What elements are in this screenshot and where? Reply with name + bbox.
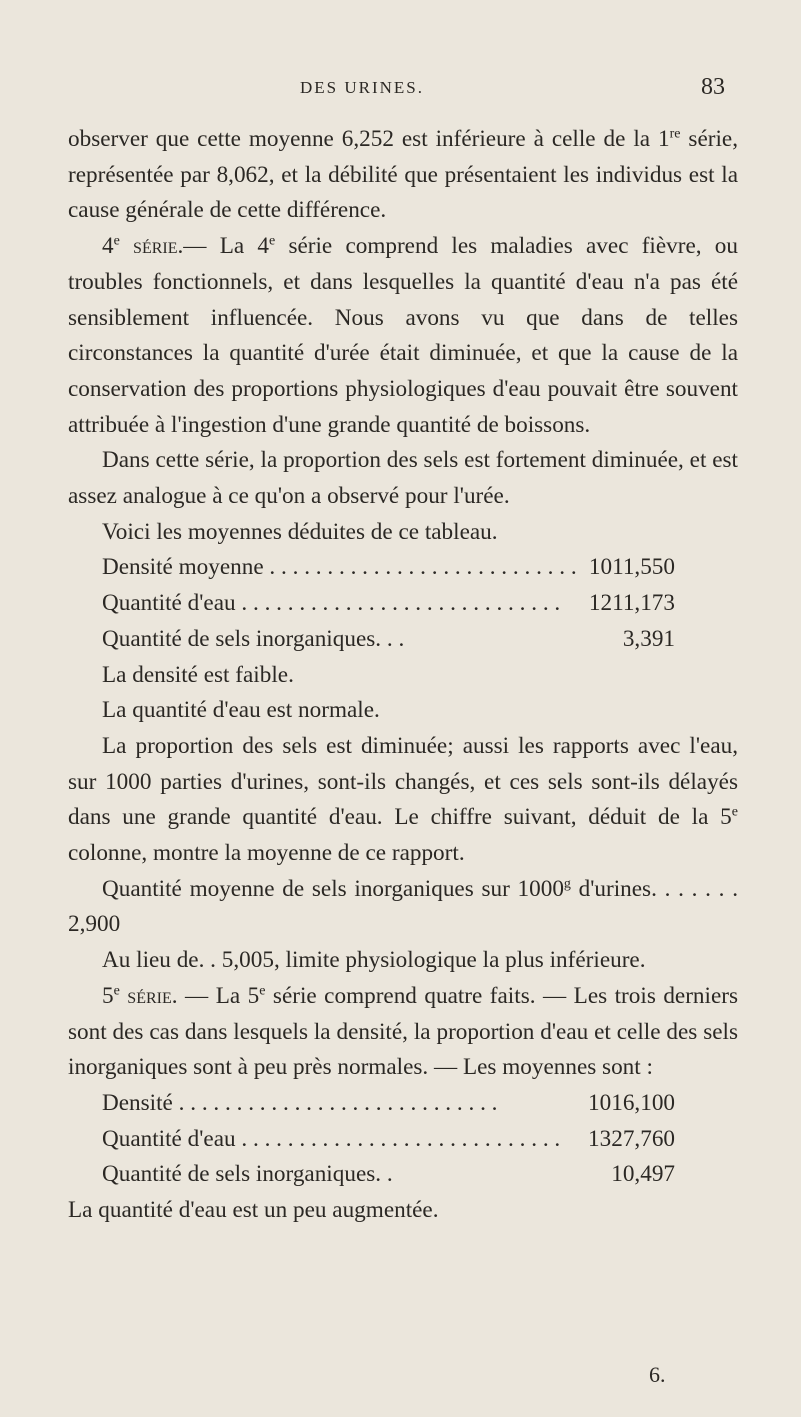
paragraph-serie-4: 4e série.— La 4e série comprend les maladies avec fièvre, ou troubles fonctionnels, et dans lesquelles la quantité d'eau n'a pas été sensiblement influencée. Nous avons vu que dans de telles circonstances la quantité d'urée était diminuée, et que la cause de la conservation des proportions physiologiques d'eau pouvait être souvent attribuée à l'ingestion d'une grande quantité de boissons. [68,233,738,438]
section-heading: série [119,982,172,1009]
paragraph: Dans cette série, la proportion des sels est fortement diminuée, et est assez analogue à ce qu'on a observé pour l'urée. [68,447,738,510]
table-row: Quantité d'eau . . . 1327,760 [102,1122,675,1158]
section-heading: série [119,233,178,260]
page-number: 83 [701,74,725,100]
signature-mark: 6. [649,1362,666,1387]
table-row: Densité moyenne . . . 1011,550 [102,550,675,586]
paragraph: La quantité d'eau est un peu augmentée. [68,1197,439,1223]
averages-table-2 [102,1086,675,1193]
paragraph: Quantité moyenne de sels inorganiques sur 1000$^g$ d'urines. . . . . . . 2,900 [68,875,738,938]
table-row: Quantité d'eau . . . 1211,173 [102,586,675,622]
paragraph: Voici les moyennes déduites de ce tableau. [102,518,498,545]
paragraph: La densité est faible. [102,661,294,688]
paragraph: La proportion des sels est diminuée; aussi les rapports avec l'eau, sur 1000 parties d'urines, sont-ils changés, et ces sels sont-ils délayés dans une grande quantité d'eau. Le chiffre suivant, déduit de la 5e colonne, montre la moyenne de ce rapport. [68,732,738,867]
paragraph: Au lieu de. . 5,005, limite physiologique la plus inférieure. [102,947,646,974]
page-header [0,74,801,108]
averages-table-1 [102,550,675,657]
running-title: DES URINES. [300,78,425,97]
table-row: Quantité de sels inorganiques. . . 3,391 [102,625,675,652]
paragraph: La quantité d'eau est normale. [102,697,380,724]
table-row: Quantité de sels inorganiques. . 10,497 [102,1161,675,1188]
table-row: Densité . . . 1016,100 [102,1086,675,1122]
body-text [68,122,738,1229]
paragraph-serie-5: 5e série. — La 5e série comprend quatre faits. — Les trois derniers sont des cas dans lesquels la densité, la proportion d'eau et celle des sels inorganiques sont à peu près normales. — Les moyennes sont : [68,982,738,1081]
paragraph: observer que cette moyenne 6,252 est inférieure à celle de la 1re série, représentée par 8,062, et la débilité que présentaient les individus est la cause générale de cette différence. [68,126,738,224]
